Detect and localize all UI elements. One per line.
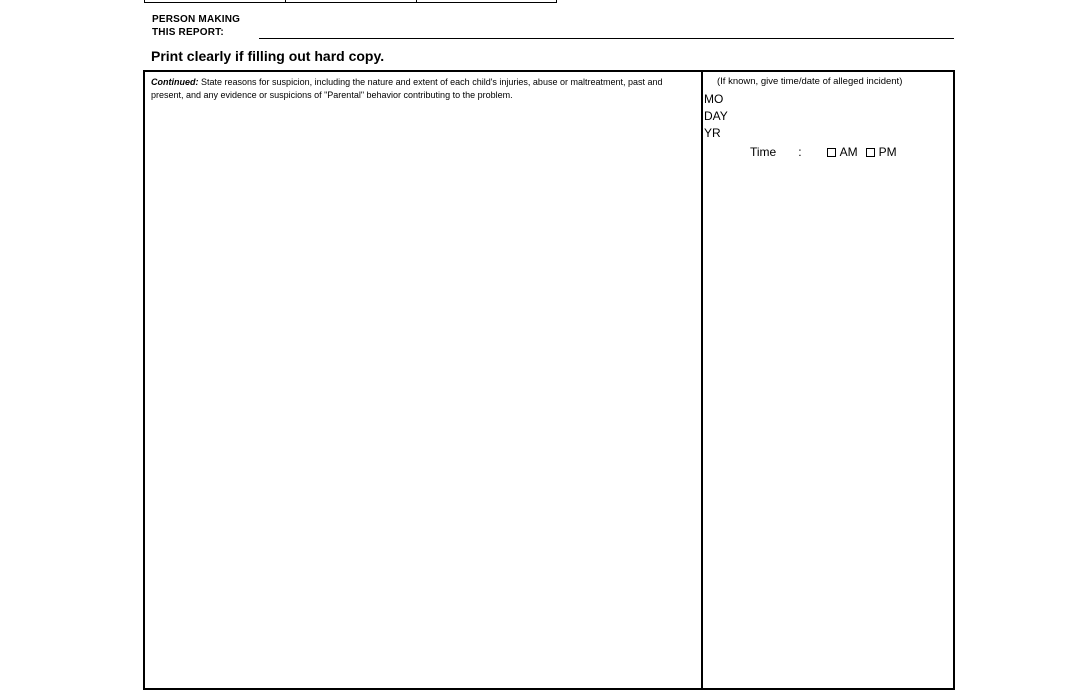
column-divider <box>701 72 703 688</box>
print-note: Print clearly if filling out hard copy. <box>151 48 385 64</box>
year-field[interactable]: YR <box>704 126 721 140</box>
am-checkbox[interactable] <box>827 148 836 157</box>
time-row <box>750 145 897 159</box>
reporter-name-field[interactable] <box>259 38 954 39</box>
cell-divider <box>285 0 286 2</box>
time-separator: : <box>798 145 802 159</box>
continued-text-area[interactable] <box>151 76 691 102</box>
continued-instructions: State reasons for suspicion, including the nature and extent of each child's injuries, abuse or maltreatment, past and present, and any evidence or suspicions of "Parental" behavior contributing to the problem. <box>151 77 663 100</box>
top-table-cells <box>144 0 557 3</box>
pm-label: PM <box>878 145 897 159</box>
month-field[interactable]: MO <box>704 92 724 106</box>
day-field[interactable]: DAY <box>704 109 728 123</box>
report-form-box <box>143 70 955 690</box>
cell-divider <box>416 0 417 2</box>
pm-checkbox[interactable] <box>866 148 875 157</box>
reporter-label <box>152 13 240 39</box>
reporter-label-line1: PERSON MAKING <box>152 14 241 25</box>
am-label: AM <box>839 145 858 159</box>
incident-note: (If known, give time/date of alleged incident) <box>717 76 903 87</box>
continued-label: Continued: <box>151 77 199 87</box>
time-label: Time <box>750 145 777 159</box>
reporter-label-line2: THIS REPORT: <box>152 27 224 38</box>
